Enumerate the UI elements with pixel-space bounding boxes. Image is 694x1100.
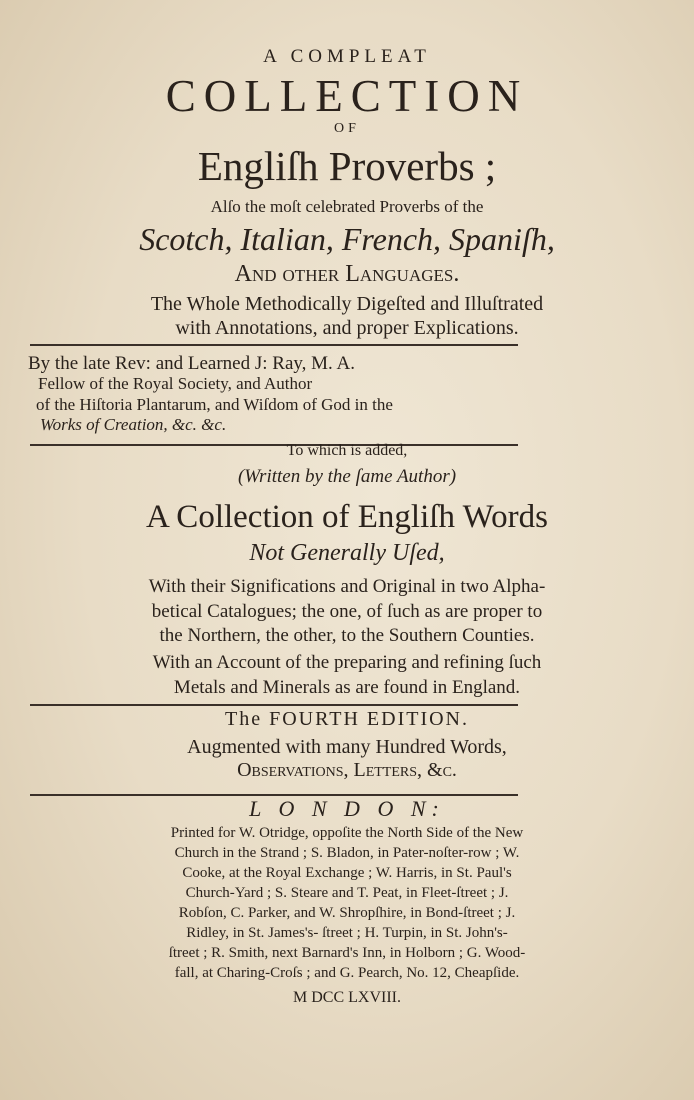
rule-1 xyxy=(30,344,518,346)
rule-3 xyxy=(30,704,518,706)
title-line-3: OF xyxy=(334,121,360,136)
imprint-line-6: Ridley, in St. James's- ſtreet ; H. Turpin, in St. John's- xyxy=(186,925,508,941)
imprint-date: M DCC LXVIII. xyxy=(293,989,401,1006)
addition-line-5: With their Significations and Original in two Alpha- xyxy=(148,576,546,597)
imprint-city: L O N D O N: xyxy=(249,796,445,821)
subtitle-line-3: And other Languages. xyxy=(234,261,460,287)
addition-line-7: the Northern, the other, to the Southern Counties. xyxy=(159,625,535,646)
imprint-line-7: ſtreet ; R. Smith, next Barnard's Inn, in Holborn ; G. Wood- xyxy=(168,945,526,961)
author-line-2: Fellow of the Royal Society, and Author xyxy=(38,374,313,393)
subtitle-line-2: Scotch, Italian, French, Spaniſh, xyxy=(139,221,555,257)
subtitle-line-1: Alſo the moſt celebrated Proverbs of the xyxy=(210,197,484,216)
imprint-line-1: Printed for W. Otridge, oppoſite the North Side of the New xyxy=(170,825,524,841)
imprint-line-2: Church in the Strand ; S. Bladon, in Pater-noſter-row ; W. xyxy=(174,845,520,861)
addition-line-3: A Collection of Engliſh Words xyxy=(146,499,548,535)
author-line-4: Works of Creation, &c. &c. xyxy=(40,415,227,434)
addition-line-6: betical Catalogues; the one, of ſuch as are proper to xyxy=(151,601,543,622)
addition-line-9: Metals and Minerals as are found in England. xyxy=(173,677,521,698)
edition-line-3: Observations, Letters, &c. xyxy=(237,759,457,781)
addition-line-1: To which is added, xyxy=(286,442,408,459)
author-line-1: By the late Rev: and Learned J: Ray, M. A. xyxy=(28,353,355,374)
edition-line-2: Augmented with many Hundred Words, xyxy=(187,736,507,758)
title-line-1: A COMPLEAT xyxy=(263,46,431,67)
edition-line-1: The FOURTH EDITION. xyxy=(225,708,469,730)
imprint-line-5: Robſon, C. Parker, and W. Shropſhire, in Bond-ſtreet ; J. xyxy=(178,905,516,921)
subtitle-line-5: with Annotations, and proper Explications. xyxy=(175,317,519,339)
imprint-line-8: fall, at Charing-Croſs ; and G. Pearch, No. 12, Cheapſide. xyxy=(174,965,520,981)
addition-line-4: Not Generally Uſed, xyxy=(249,540,445,566)
addition-line-8: With an Account of the preparing and refining ſuch xyxy=(152,652,542,673)
addition-line-2: (Written by the ſame Author) xyxy=(237,466,457,487)
author-line-3: of the Hiſtoria Plantarum, and Wiſdom of God in the xyxy=(36,395,393,414)
title-line-4: Engliſh Proverbs ; xyxy=(197,143,497,189)
imprint-line-3: Cooke, at the Royal Exchange ; W. Harris, in St. Paul's xyxy=(182,865,512,881)
imprint-line-4: Church-Yard ; S. Steare and T. Peat, in Fleet-ſtreet ; J. xyxy=(185,885,509,901)
subtitle-line-4: The Whole Methodically Digeſted and Illuſtrated xyxy=(150,293,544,315)
title-line-2: COLLECTION xyxy=(165,71,529,121)
